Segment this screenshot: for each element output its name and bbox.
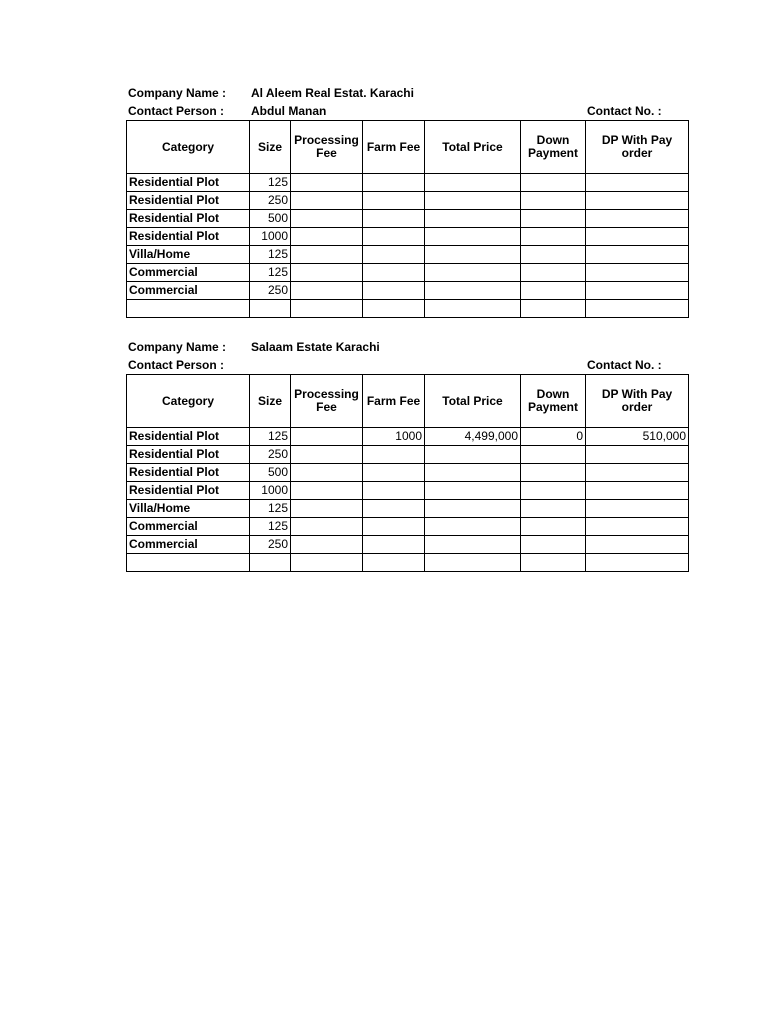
table-row (127, 482, 689, 500)
cell-farm-fee (363, 482, 425, 500)
col-header-down-payment: Down Payment (521, 375, 586, 428)
cell-dp-with-pay-order (586, 464, 689, 482)
cell-dp-with-pay-order (586, 210, 689, 228)
cell-dp-with-pay-order (586, 246, 689, 264)
table-row (127, 210, 689, 228)
company-name-line (126, 338, 688, 356)
cell-farm-fee (363, 500, 425, 518)
cell-category: Residential Plot (127, 446, 250, 464)
cell-total-price (425, 500, 521, 518)
cell-down-payment (521, 264, 586, 282)
table-row (127, 264, 689, 282)
company-name-label: Company Name : (128, 86, 227, 100)
company-name-line (126, 84, 688, 102)
col-header-farm-fee: Farm Fee (363, 121, 425, 174)
contact-person-value: Abdul Manan (251, 104, 327, 118)
col-header-down-payment: Down Payment (521, 121, 586, 174)
header-row (127, 121, 689, 174)
cell-total-price (425, 446, 521, 464)
cell-size: 500 (250, 210, 291, 228)
cell-size: 500 (250, 464, 291, 482)
cell-size: 125 (250, 518, 291, 536)
cell-down-payment (521, 300, 586, 318)
cell-category: Villa/Home (127, 500, 250, 518)
col-header-dp-with-pay-order: DP With Pay order (586, 375, 689, 428)
cell-down-payment (521, 464, 586, 482)
cell-processing-fee (291, 246, 363, 264)
table-row (127, 500, 689, 518)
header-row (127, 375, 689, 428)
cell-processing-fee (291, 210, 363, 228)
cell-dp-with-pay-order (586, 264, 689, 282)
company-name-value: Al Aleem Real Estat. Karachi (251, 86, 414, 100)
cell-processing-fee (291, 428, 363, 446)
col-header-size: Size (250, 375, 291, 428)
cell-farm-fee (363, 536, 425, 554)
table-row (127, 192, 689, 210)
table-row (127, 446, 689, 464)
contact-no-label: Contact No. : (587, 358, 662, 372)
cell-size: 250 (250, 446, 291, 464)
cell-dp-with-pay-order (586, 554, 689, 572)
cell-dp-with-pay-order (586, 228, 689, 246)
cell-farm-fee (363, 282, 425, 300)
cell-total-price (425, 174, 521, 192)
cell-farm-fee (363, 554, 425, 572)
cell-down-payment (521, 536, 586, 554)
cell-dp-with-pay-order (586, 192, 689, 210)
cell-processing-fee (291, 192, 363, 210)
cell-processing-fee (291, 500, 363, 518)
company-block-1 (126, 84, 688, 318)
price-table (126, 374, 689, 572)
cell-down-payment (521, 210, 586, 228)
table-row (127, 246, 689, 264)
cell-category: Commercial (127, 282, 250, 300)
cell-size (250, 300, 291, 318)
cell-down-payment (521, 282, 586, 300)
cell-category: Residential Plot (127, 210, 250, 228)
contact-person-label: Contact Person : (128, 358, 225, 372)
cell-size: 250 (250, 536, 291, 554)
cell-processing-fee (291, 264, 363, 282)
cell-down-payment (521, 554, 586, 572)
cell-total-price (425, 246, 521, 264)
cell-processing-fee (291, 300, 363, 318)
cell-category: Commercial (127, 518, 250, 536)
cell-farm-fee (363, 246, 425, 264)
cell-size (250, 554, 291, 572)
cell-dp-with-pay-order (586, 300, 689, 318)
cell-dp-with-pay-order (586, 482, 689, 500)
cell-category: Residential Plot (127, 482, 250, 500)
cell-dp-with-pay-order (586, 500, 689, 518)
table-row (127, 174, 689, 192)
cell-down-payment (521, 500, 586, 518)
cell-total-price (425, 264, 521, 282)
cell-category: Residential Plot (127, 228, 250, 246)
table-row (127, 554, 689, 572)
contact-no-label: Contact No. : (587, 104, 662, 118)
cell-processing-fee (291, 464, 363, 482)
table-row (127, 428, 689, 446)
cell-down-payment (521, 174, 586, 192)
cell-category: Commercial (127, 264, 250, 282)
cell-down-payment (521, 518, 586, 536)
cell-dp-with-pay-order (586, 536, 689, 554)
cell-size: 1000 (250, 482, 291, 500)
company-block-2 (126, 338, 688, 572)
cell-processing-fee (291, 228, 363, 246)
cell-dp-with-pay-order (586, 282, 689, 300)
cell-down-payment: 0 (521, 428, 586, 446)
cell-down-payment (521, 192, 586, 210)
cell-farm-fee (363, 446, 425, 464)
cell-category: Residential Plot (127, 428, 250, 446)
cell-farm-fee (363, 210, 425, 228)
cell-total-price (425, 518, 521, 536)
table-row (127, 282, 689, 300)
cell-total-price (425, 282, 521, 300)
cell-size: 125 (250, 246, 291, 264)
cell-down-payment (521, 482, 586, 500)
col-header-farm-fee: Farm Fee (363, 375, 425, 428)
cell-category: Commercial (127, 536, 250, 554)
cell-down-payment (521, 246, 586, 264)
cell-category (127, 554, 250, 572)
cell-farm-fee (363, 174, 425, 192)
col-header-category: Category (127, 375, 250, 428)
cell-farm-fee (363, 192, 425, 210)
cell-processing-fee (291, 482, 363, 500)
cell-total-price (425, 300, 521, 318)
col-header-total-price: Total Price (425, 375, 521, 428)
cell-dp-with-pay-order (586, 446, 689, 464)
cell-category: Residential Plot (127, 192, 250, 210)
contact-person-line (126, 356, 688, 374)
cell-processing-fee (291, 536, 363, 554)
cell-total-price (425, 482, 521, 500)
col-header-processing-fee: Processing Fee (291, 121, 363, 174)
col-header-size: Size (250, 121, 291, 174)
col-header-dp-with-pay-order: DP With Pay order (586, 121, 689, 174)
cell-category: Villa/Home (127, 246, 250, 264)
cell-farm-fee (363, 464, 425, 482)
cell-processing-fee (291, 554, 363, 572)
cell-size: 125 (250, 500, 291, 518)
col-header-category: Category (127, 121, 250, 174)
cell-down-payment (521, 228, 586, 246)
price-table (126, 120, 689, 318)
cell-processing-fee (291, 174, 363, 192)
cell-total-price (425, 536, 521, 554)
cell-processing-fee (291, 518, 363, 536)
cell-farm-fee: 1000 (363, 428, 425, 446)
cell-total-price: 4,499,000 (425, 428, 521, 446)
cell-dp-with-pay-order: 510,000 (586, 428, 689, 446)
table-row (127, 464, 689, 482)
table-row (127, 518, 689, 536)
cell-down-payment (521, 446, 586, 464)
cell-dp-with-pay-order (586, 174, 689, 192)
cell-total-price (425, 554, 521, 572)
contact-person-line (126, 102, 688, 120)
cell-category (127, 300, 250, 318)
cell-size: 1000 (250, 228, 291, 246)
cell-farm-fee (363, 264, 425, 282)
cell-size: 250 (250, 192, 291, 210)
cell-farm-fee (363, 300, 425, 318)
col-header-processing-fee: Processing Fee (291, 375, 363, 428)
company-name-label: Company Name : (128, 340, 227, 354)
cell-category: Residential Plot (127, 464, 250, 482)
cell-processing-fee (291, 446, 363, 464)
cell-size: 125 (250, 428, 291, 446)
company-name-value: Salaam Estate Karachi (251, 340, 380, 354)
cell-farm-fee (363, 228, 425, 246)
cell-category: Residential Plot (127, 174, 250, 192)
table-row (127, 536, 689, 554)
cell-total-price (425, 228, 521, 246)
cell-total-price (425, 192, 521, 210)
table-row (127, 228, 689, 246)
cell-dp-with-pay-order (586, 518, 689, 536)
cell-size: 125 (250, 174, 291, 192)
table-row (127, 300, 689, 318)
cell-processing-fee (291, 282, 363, 300)
cell-total-price (425, 210, 521, 228)
col-header-total-price: Total Price (425, 121, 521, 174)
contact-person-label: Contact Person : (128, 104, 225, 118)
cell-size: 125 (250, 264, 291, 282)
cell-size: 250 (250, 282, 291, 300)
cell-total-price (425, 464, 521, 482)
cell-farm-fee (363, 518, 425, 536)
